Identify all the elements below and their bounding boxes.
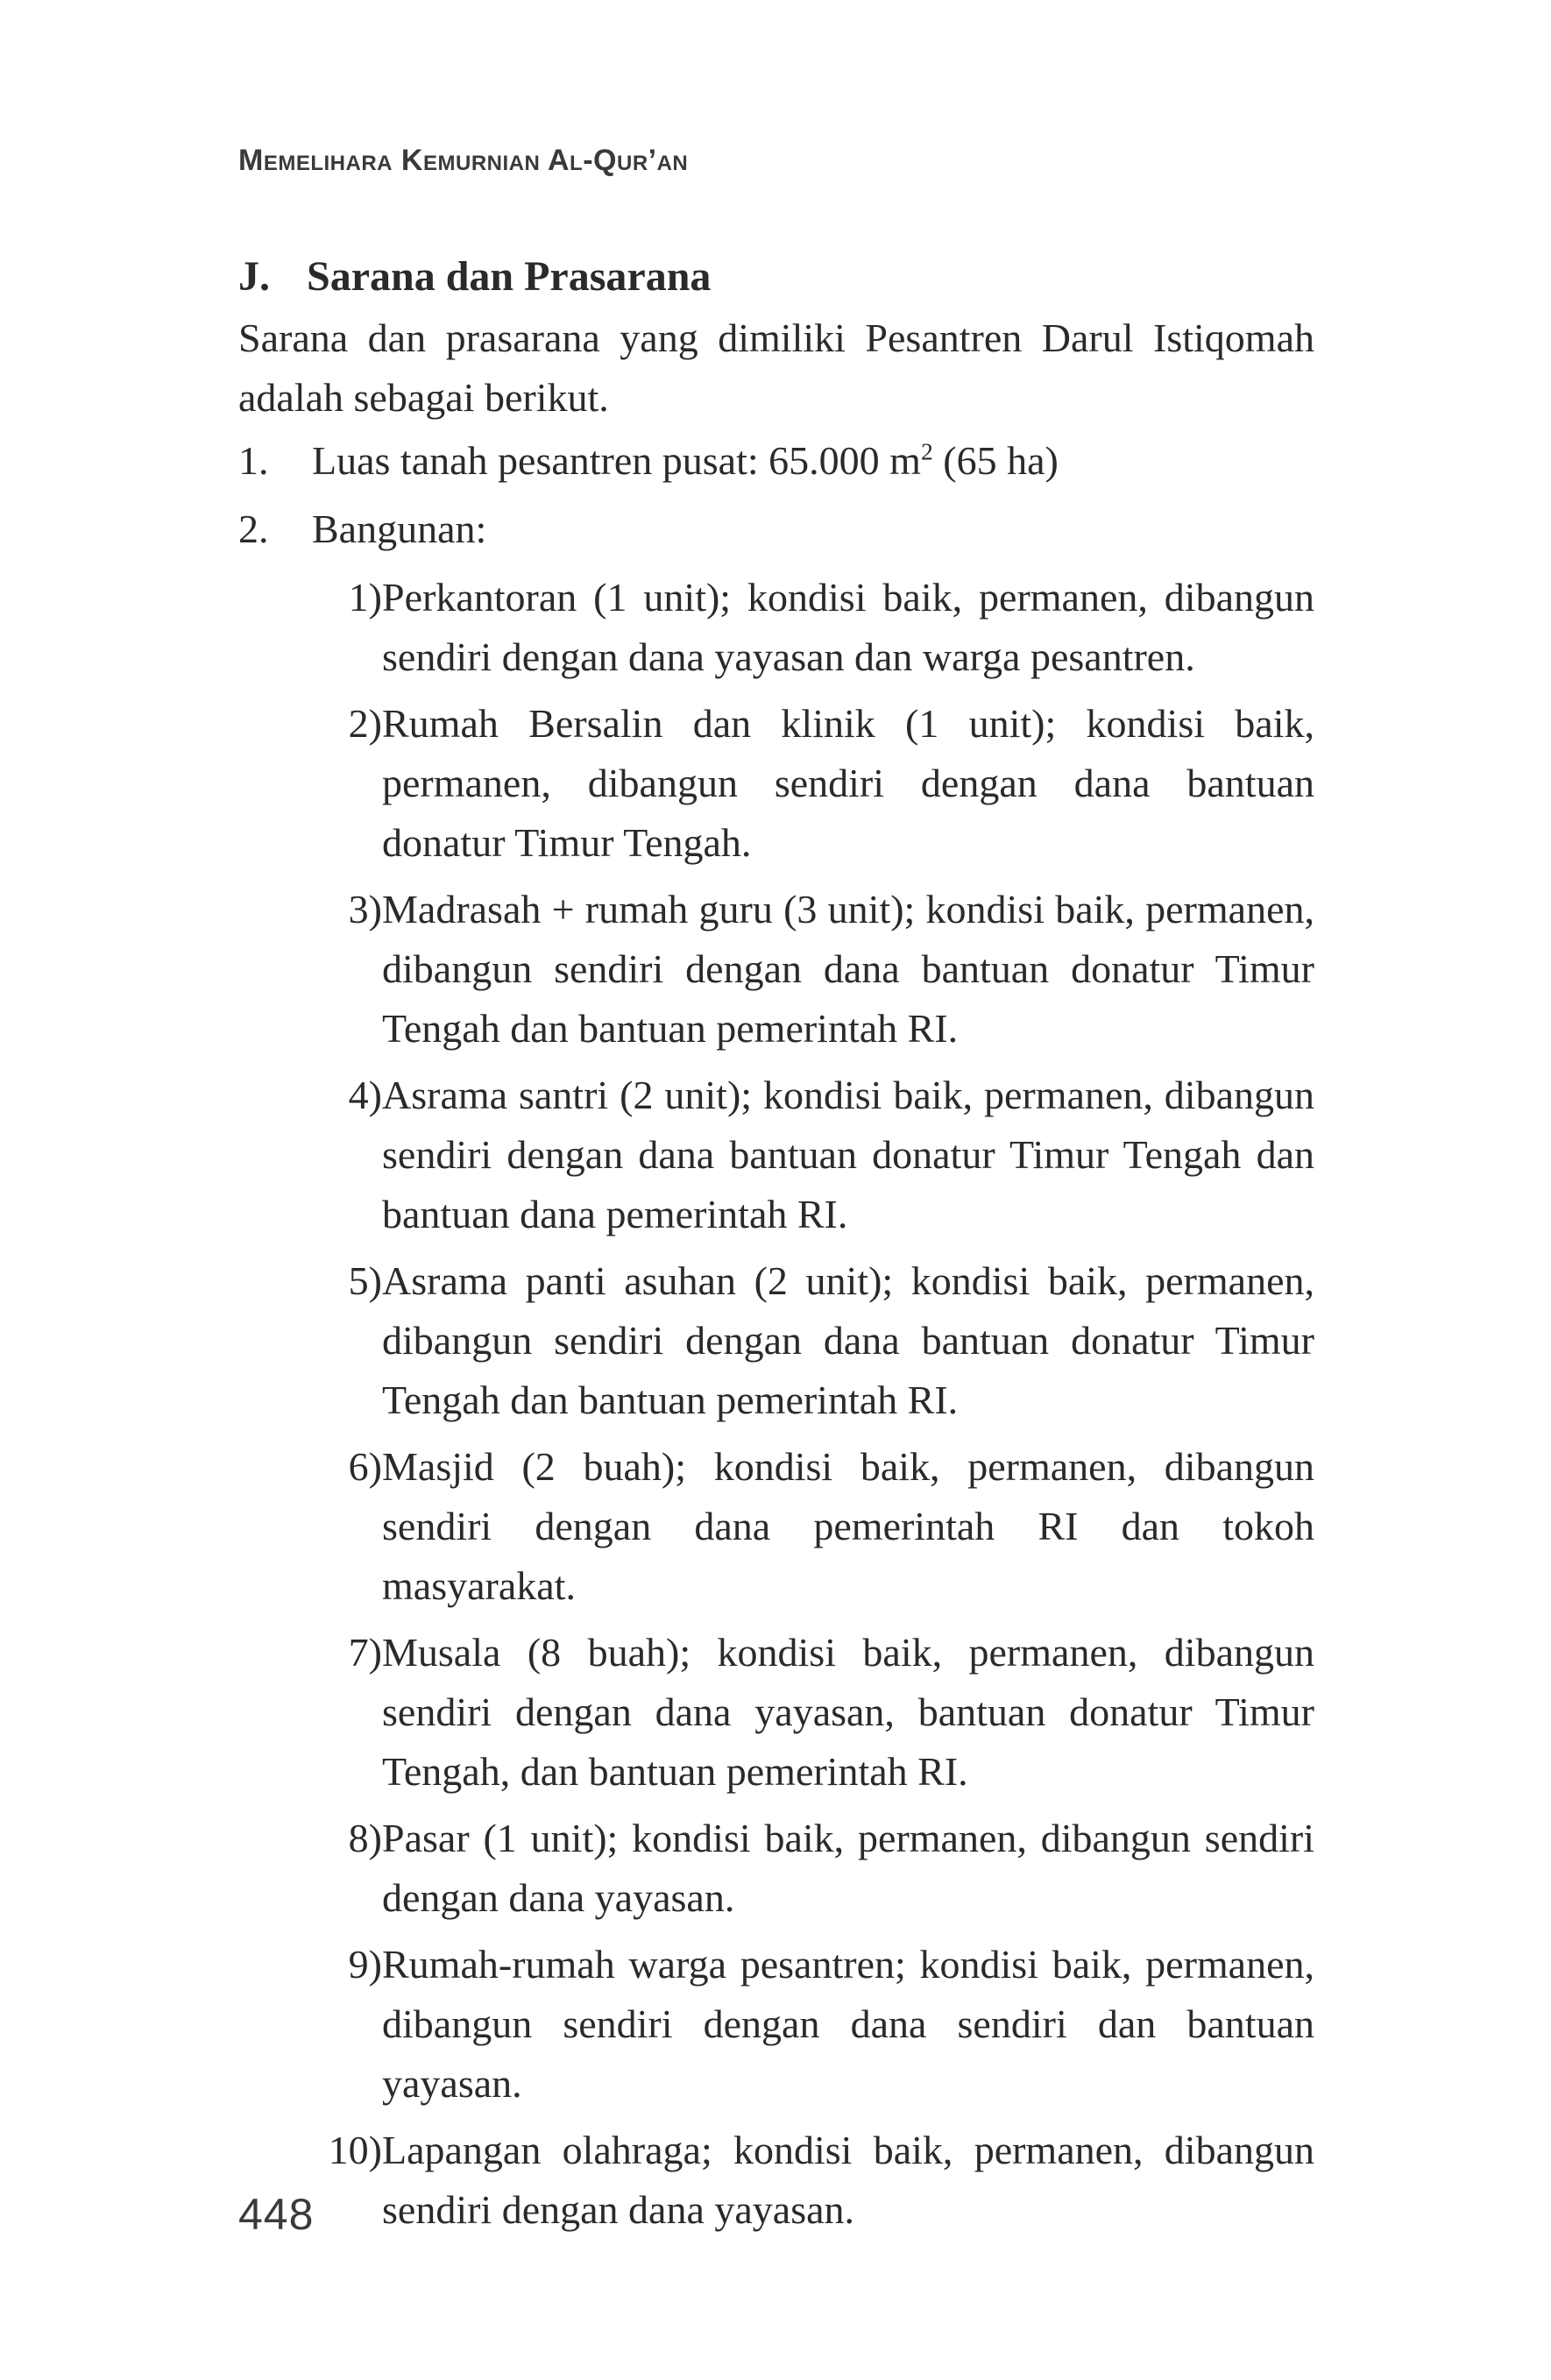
building-number: 10)	[328, 2128, 382, 2172]
building-number: 4)	[348, 1073, 382, 1117]
building-text: Lapangan olahraga; kondisi baik, permanen, dibangun sendiri dengan dana yayasan.	[382, 2128, 1314, 2232]
land-area-text: Luas tanah pesantren pusat: 65.000 m	[312, 438, 921, 483]
running-title: Memelihara Kemurnian Al-Qur’an	[238, 144, 689, 177]
building-item	[312, 1251, 1314, 1430]
land-area-suffix: (65 ha)	[932, 438, 1059, 483]
building-text: Asrama santri (2 unit); kondisi baik, permanen, dibangun sendiri dengan dana bantuan donatur Timur Tengah dan bantuan dana pemerintah RI.	[382, 1073, 1314, 1236]
section-letter: J.	[238, 253, 270, 300]
list-item-text	[312, 431, 1314, 491]
building-item	[312, 1623, 1314, 1802]
main-content	[238, 247, 1314, 2247]
list-item-number: 2.	[238, 506, 269, 551]
building-text: Musala (8 buah); kondisi baik, permanen, dibangun sendiri dengan dana yayasan, bantuan donatur Timur Tengah, dan bantuan pemerintah RI.	[382, 1630, 1314, 1794]
building-number: 3)	[348, 887, 382, 931]
building-item	[312, 568, 1314, 687]
building-number: 9)	[348, 1942, 382, 1987]
building-text: Rumah Bersalin dan klinik (1 unit); kondisi baik, permanen, dibangun sendiri dengan dana bantuan donatur Timur Tengah.	[382, 701, 1314, 865]
buildings-list	[312, 568, 1314, 2240]
building-item	[312, 1066, 1314, 1244]
building-number: 2)	[348, 701, 382, 746]
building-item	[312, 1437, 1314, 1616]
page-number: 448	[238, 2190, 315, 2239]
list-item-number: 1.	[238, 438, 269, 483]
building-text: Rumah-rumah warga pesantren; kondisi baik, permanen, dibangun sendiri dengan dana sendiri dan bantuan yayasan.	[382, 1942, 1314, 2106]
building-text: Masjid (2 buah); kondisi baik, permanen, dibangun sendiri dengan dana pemerintah RI dan tokoh masyarakat.	[382, 1444, 1314, 1608]
list-item	[238, 431, 1314, 491]
building-item	[312, 2121, 1314, 2240]
building-text: Asrama panti asuhan (2 unit); kondisi baik, permanen, dibangun sendiri dengan dana bantuan donatur Timur Tengah dan bantuan pemerintah RI.	[382, 1258, 1314, 1422]
building-item	[312, 1809, 1314, 1928]
list-item	[238, 499, 1314, 559]
section-intro: Sarana dan prasarana yang dimiliki Pesantren Darul Istiqomah adalah sebagai berikut.	[238, 315, 1314, 420]
building-item	[312, 1935, 1314, 2114]
building-item	[312, 880, 1314, 1059]
building-text: Madrasah + rumah guru (3 unit); kondisi baik, permanen, dibangun sendiri dengan dana bantuan donatur Timur Tengah dan bantuan pemerintah RI.	[382, 887, 1314, 1051]
superscript: 2	[920, 437, 933, 465]
building-number: 6)	[348, 1444, 382, 1489]
building-number: 1)	[348, 575, 382, 620]
building-text: Pasar (1 unit); kondisi baik, permanen, dibangun sendiri dengan dana yayasan.	[382, 1816, 1314, 1920]
building-number: 5)	[348, 1258, 382, 1303]
building-item	[312, 694, 1314, 873]
building-text: Perkantoran (1 unit); kondisi baik, permanen, dibangun sendiri dengan dana yayasan dan warga pesantren.	[382, 575, 1314, 679]
section-title: Sarana dan Prasarana	[307, 253, 712, 300]
building-number: 8)	[348, 1816, 382, 1860]
building-number: 7)	[348, 1630, 382, 1675]
list-item-text: Bangunan:	[312, 506, 487, 551]
section-heading	[238, 247, 1314, 307]
